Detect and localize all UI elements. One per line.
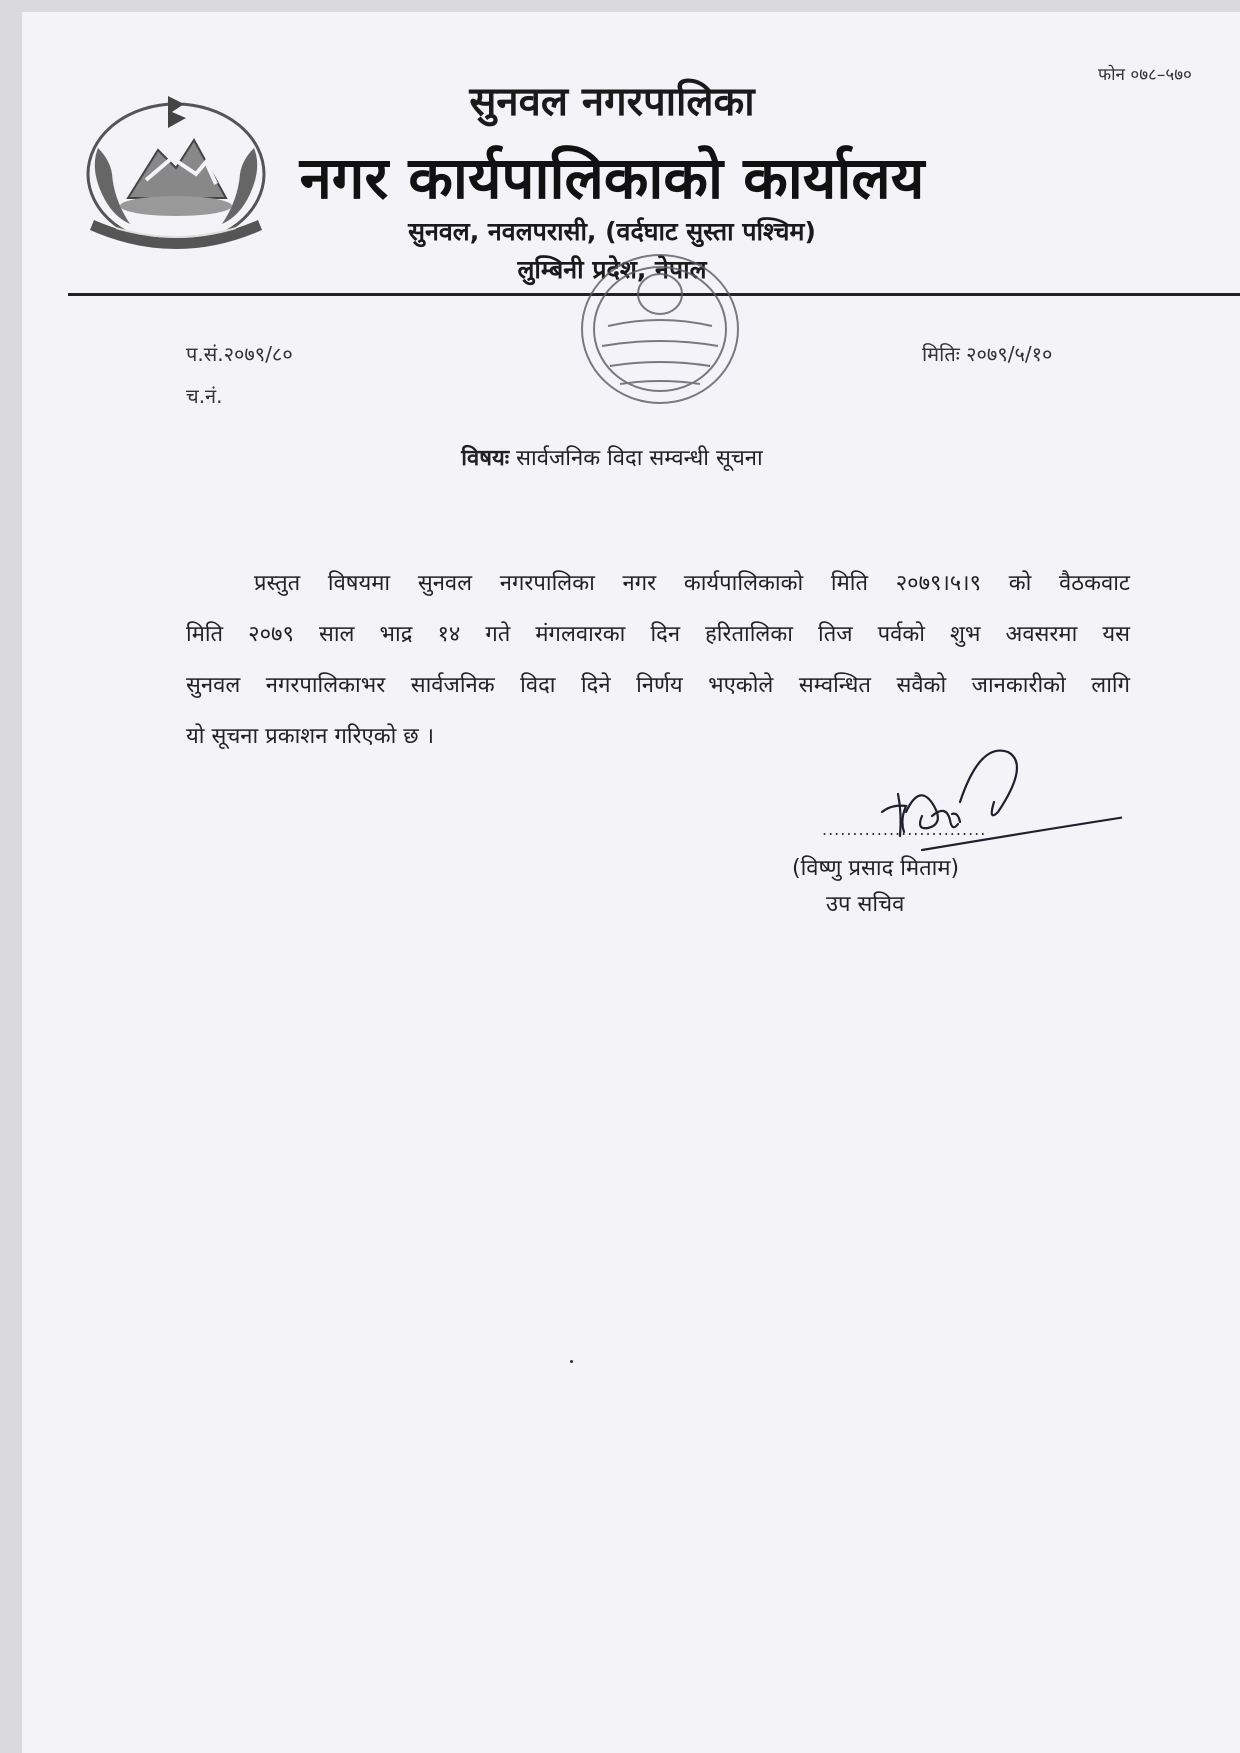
subject-line — [22, 442, 1202, 472]
signatory-title: उप सचिव — [826, 892, 905, 917]
notice-body — [186, 558, 1130, 762]
handwritten-signature-icon — [822, 742, 1122, 862]
reference-number: प.सं.२०७९/८० — [186, 342, 293, 366]
letter-page — [22, 12, 1240, 1753]
body-line: प्रस्तुत विषयमा सुनवल नगरपालिका नगर कार्यपालिकाको मिति २०७९।५।९ को वैठकवाट — [254, 571, 1130, 596]
office-round-stamp-icon — [550, 234, 770, 424]
letter-date: मितिः २०७९/५/१० — [922, 342, 1053, 366]
municipality-name: सुनवल नगरपालिका — [469, 79, 755, 125]
dispatch-number: च.नं. — [186, 384, 223, 408]
subject-label: विषयः — [461, 446, 510, 471]
phone-number: फोन ०७८–५७० — [1098, 65, 1192, 85]
office-province: लुम्बिनी प्रदेश, नेपाल — [517, 255, 707, 284]
subject-text: सार्वजनिक विदा सम्वन्धी सूचना — [516, 446, 763, 471]
body-line: यो सूचना प्रकाशन गरिएको छ । — [186, 724, 435, 749]
body-line: सुनवल नगरपालिकाभर सार्वजनिक विदा दिने निर्णय भएकोले सम्वन्धित सवैको जानकारीको लागि — [186, 673, 1130, 698]
signatory-name: (विष्णु प्रसाद मिताम) — [792, 856, 960, 881]
office-name: नगर कार्यपालिकाको कार्यालय — [299, 144, 925, 212]
paper-speck — [570, 1360, 573, 1363]
signature-dots: ........................... — [822, 820, 987, 839]
body-line: मिति २०७९ साल भाद्र १४ गते मंगलवारका दिन हरितालिका तिज पर्वको शुभ अवसरमा यस — [186, 622, 1130, 647]
office-address: सुनवल, नवलपरासी, (वर्दघाट सुस्ता पश्चिम) — [408, 217, 816, 246]
